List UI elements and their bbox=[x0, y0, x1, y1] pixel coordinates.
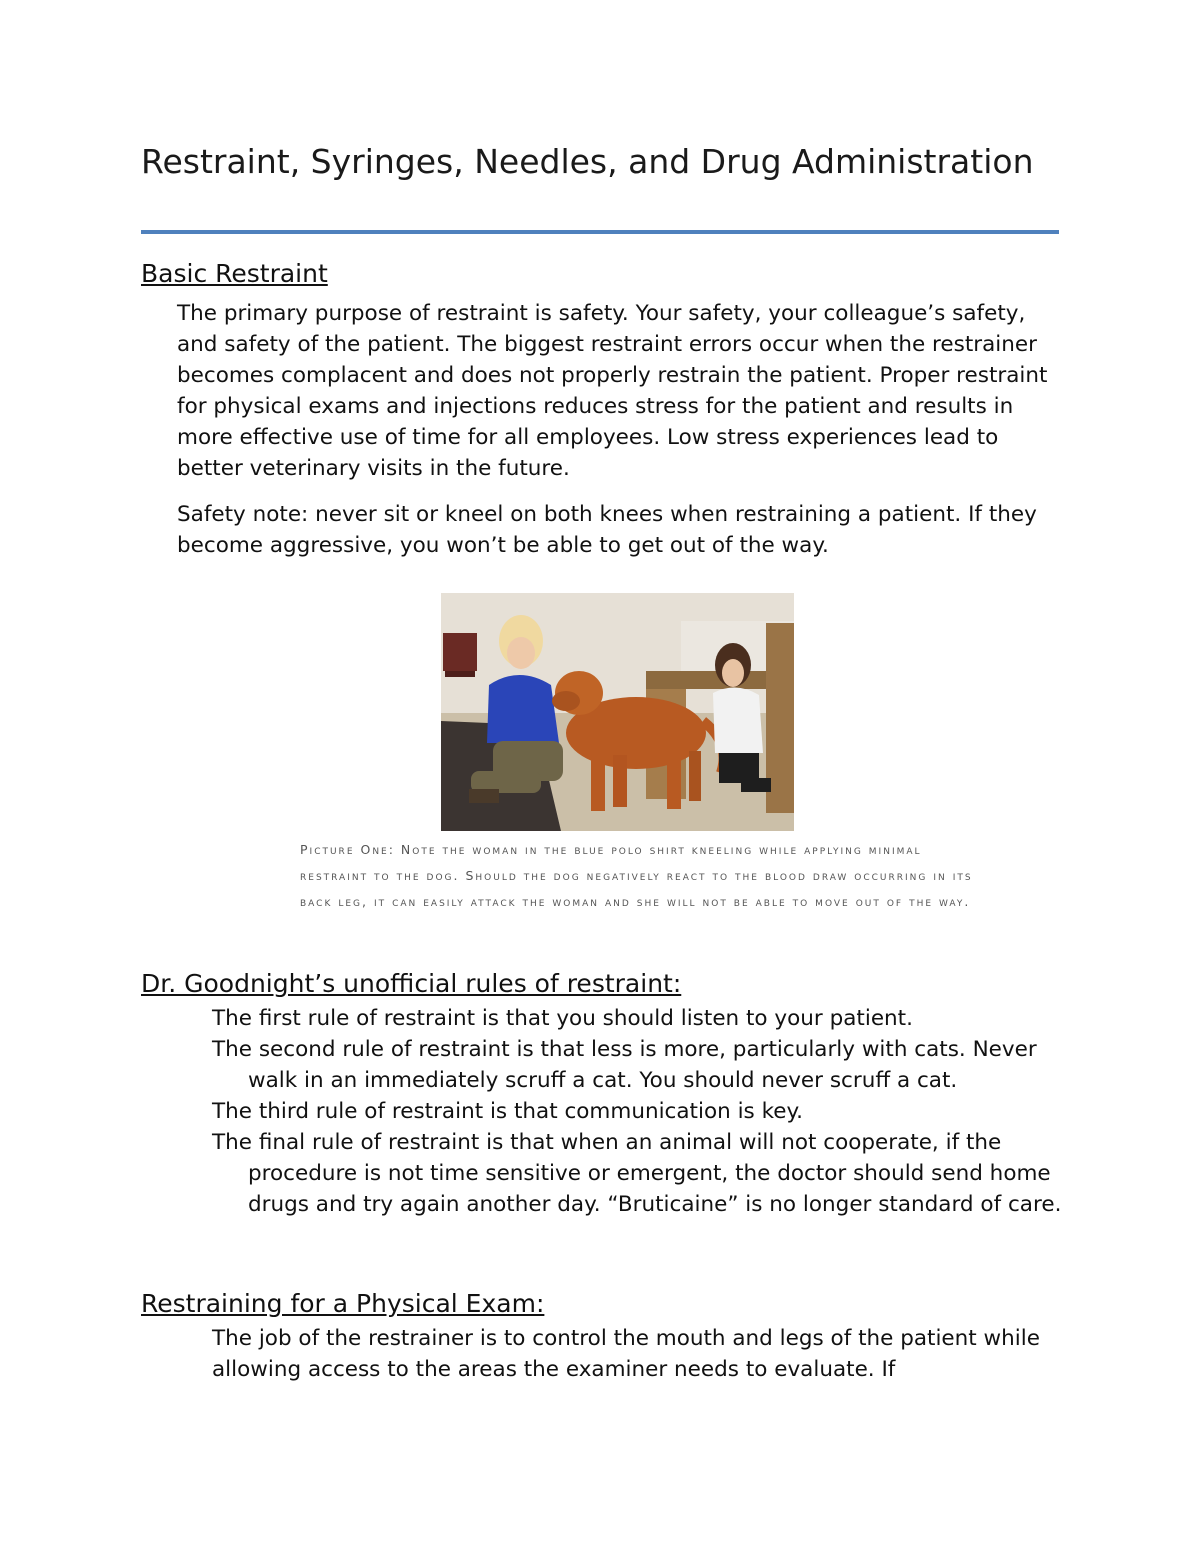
list-item-rule-4: The final rule of restraint is that when an animal will not cooperate, if the procedure is not time sensitive or emergent, the doctor should send home drugs and try again another day. “Bruticaine” is no longer standard of care. bbox=[212, 1130, 1062, 1217]
list-item-rule-1: The first rule of restraint is that you should listen to your patient. bbox=[212, 1006, 913, 1031]
paragraph-restraint-purpose: The primary purpose of restraint is safety. Your safety, your colleague’s safety, and safety of the patient. The biggest restraint errors occur when the restrainer becomes complacent and does not properly restrain the patient. Proper restraint for physical exams and injections reduces stress for the patient and results in more effective use of time for all employees. Low stress experiences lead to better veterinary visits in the future. bbox=[177, 301, 1048, 481]
figure-caption: Picture One: Note the woman in the blue polo shirt kneeling while applying minimal restraint to the dog. Should the dog negatively react to the blood draw occurring in its back leg, it can easily attack the woman and she will not be able to move out of the way. bbox=[300, 842, 973, 909]
rules-list bbox=[212, 1003, 1072, 1220]
title-underline-rule bbox=[141, 230, 1059, 234]
list-item-rule-3: The third rule of restraint is that communication is key. bbox=[212, 1099, 803, 1124]
paragraph-safety-note: Safety note: never sit or kneel on both knees when restraining a patient. If they become aggressive, you won’t be able to get out of the way. bbox=[177, 502, 1037, 558]
document-title: Restraint, Syringes, Needles, and Drug Administration bbox=[141, 142, 1034, 181]
heading-physical-exam: Restraining for a Physical Exam: bbox=[141, 1289, 545, 1318]
heading-unofficial-rules: Dr. Goodnight’s unofficial rules of restraint: bbox=[141, 969, 682, 998]
list-item-rule-2: The second rule of restraint is that less is more, particularly with cats. Never walk in an immediately scruff a cat. You should never scruff a cat. bbox=[212, 1037, 1037, 1093]
photo-dog-restraint bbox=[441, 593, 794, 831]
heading-basic-restraint: Basic Restraint bbox=[141, 259, 328, 288]
paragraph-physical-exam: The job of the restrainer is to control the mouth and legs of the patient while allowing access to the areas the examiner needs to evaluate. If bbox=[212, 1326, 1040, 1382]
